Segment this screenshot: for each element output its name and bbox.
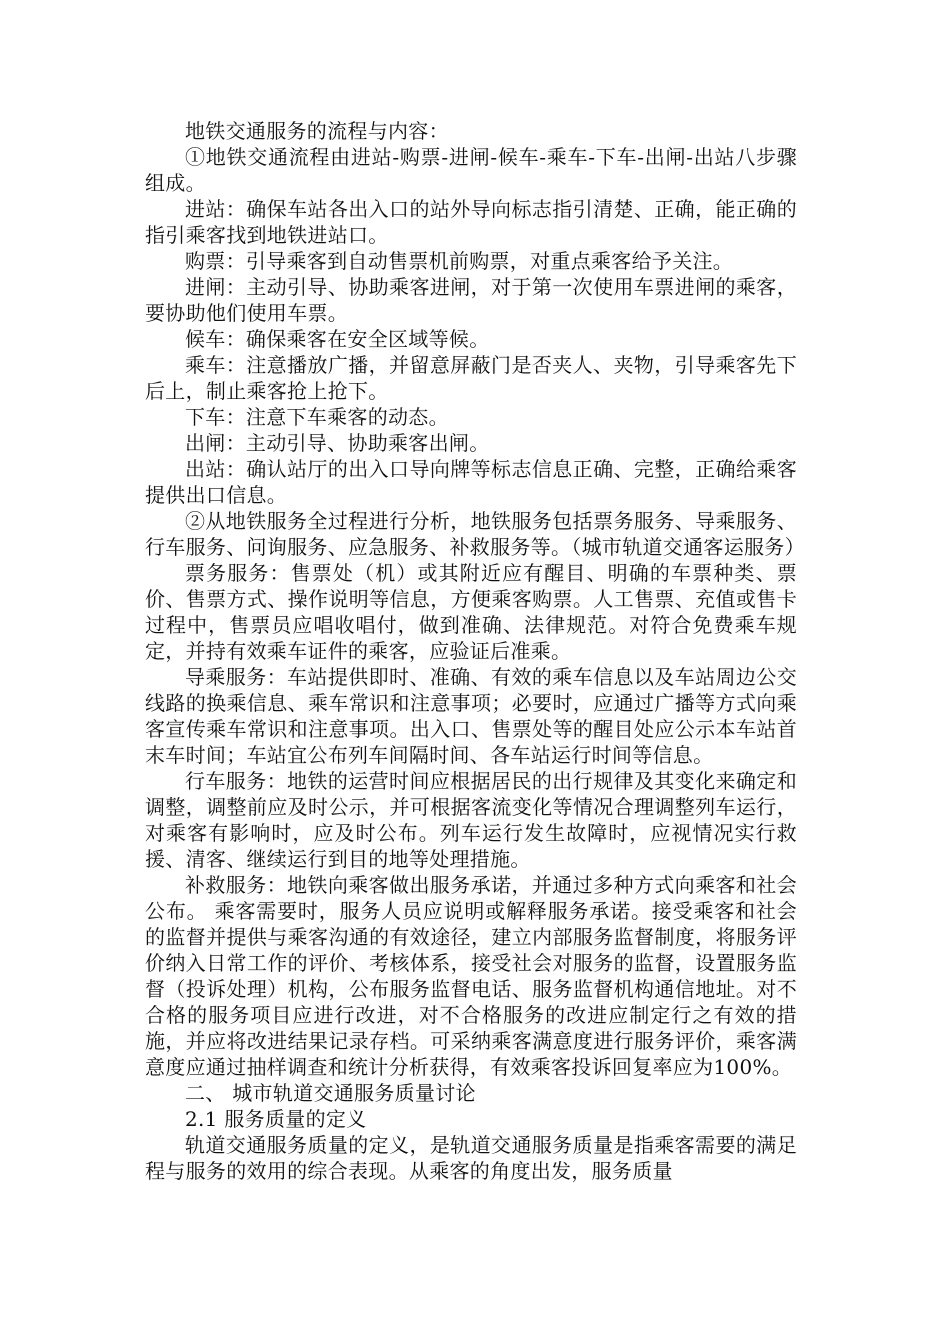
paragraph: 票务服务：售票处（机）或其附近应有醒目、明确的车票种类、票价、售票方式、操作说明等信息，方便乘客购票。人工售票、充值或售卡过程中，售票员应唱收唱付，做到准确、法律规范。对符合免费乘车规定，并持有效乘车证件的乘客，应验证后准乘。: [145, 561, 797, 663]
paragraph: 导乘服务：车站提供即时、准确、有效的乘车信息以及车站周边公交线路的换乘信息、乘车常识和注意事项；必要时，应通过广播等方式向乘客宣传乘车常识和注意事项。出入口、售票处等的醒目处应公示本车站首末车时间；车站宜公布列车间隔时间、各车站运行时间等信息。: [145, 665, 797, 767]
paragraph: 下车：注意下车乘客的动态。: [185, 405, 449, 429]
paragraph: ②从地铁服务全过程进行分析，地铁服务包括票务服务、导乘服务、行车服务、问询服务、应急服务、补救服务等。（城市轨道交通客运服务）: [145, 509, 805, 559]
paragraph: 补救服务：地铁向乘客做出服务承诺，并通过多种方式向乘客和社会公布。 乘客需要时，服务人员应说明或解释服务承诺。接受乘客和社会的监督并提供与乘客沟通的有效途径，建立内部服务监督制度，将服务评价纳入日常工作的评价、考核体系，接受社会对服务的监督，设置服务监督（投诉处理）机构，公布服务监督电话、服务监督机构通信地址。对不合格的服务项目应进行改进，对不合格服务的改进应制定行之有效的措施，并应将改进结果记录存档。可采纳乘客满意度进行服务评价，乘客满意度应通过抽样调查和统计分析获得，有效乘客投诉回复率应为100%。: [145, 873, 797, 1079]
paragraph: 候车：确保乘客在安全区域等候。: [185, 327, 490, 351]
section-heading: 二、 城市轨道交通服务质量讨论: [185, 1081, 476, 1105]
paragraph: 行车服务：地铁的运营时间应根据居民的出行规律及其变化来确定和调整，调整前应及时公示，并可根据客流变化等情况合理调整列车运行，对乘客有影响时，应及时公布。列车运行发生故障时，应视情况实行救援、清客、继续运行到目的地等处理措施。: [145, 769, 797, 871]
paragraph: 进闸：主动引导、协助乘客进闸，对于第一次使用车票进闸的乘客，要协助他们使用车票。: [145, 275, 797, 325]
paragraph: 出站：确认站厅的出入口导向牌等标志信息正确、完整，正确给乘客提供出口信息。: [145, 457, 797, 507]
paragraph: 进站：确保车站各出入口的站外导向标志指引清楚、正确，能正确的指引乘客找到地铁进站口。: [145, 197, 797, 247]
section-heading: 地铁交通服务的流程与内容：: [185, 119, 449, 143]
subsection-heading: 2.1 服务质量的定义: [185, 1107, 367, 1131]
paragraph: 乘车：注意播放广播，并留意屏蔽门是否夹人、夹物，引导乘客先下后上，制止乘客抢上抢下。: [145, 353, 797, 403]
document-body: [145, 118, 805, 1184]
paragraph: 购票：引导乘客到自动售票机前购票，对重点乘客给予关注。: [185, 249, 734, 273]
paragraph: 出闸：主动引导、协助乘客出闸。: [185, 431, 490, 455]
paragraph: ①地铁交通流程由进站-购票-进闸-候车-乘车-下车-出闸-出站八步骤组成。: [145, 145, 797, 195]
paragraph: 轨道交通服务质量的定义，是轨道交通服务质量是指乘客需要的满足程与服务的效用的综合表现。从乘客的角度出发，服务质量: [145, 1133, 797, 1183]
